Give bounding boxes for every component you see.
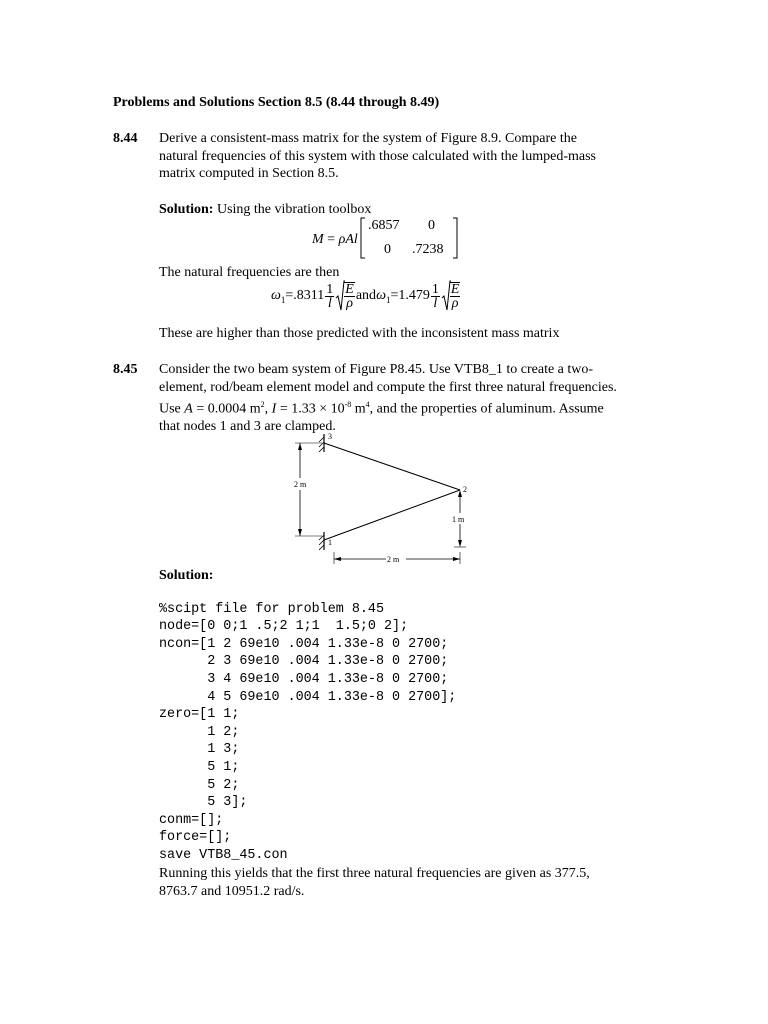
mass-matrix-lhs: [312, 233, 358, 247]
one-over-l-fraction: $\frac{1}{l}$: [431, 281, 439, 311]
code-line: save VTB8_45.con: [159, 847, 288, 863]
node-label-right: 2: [463, 485, 467, 494]
code-line: 5 2;: [159, 777, 240, 793]
result-845: [159, 865, 590, 900]
matrix-equals: =: [323, 232, 339, 247]
statement-line: that nodes 1 and 3 are clamped.: [159, 419, 336, 435]
natural-frequency-equation: [271, 279, 461, 313]
offset-arrow-bottom: [458, 540, 462, 547]
omega-subscript: 1: [280, 295, 286, 305]
code-line: node=[0 0;1 .5;2 1;1 1.5;0 2];: [159, 619, 409, 635]
result-line: 8763.7 and 10951.2 rad/s.: [159, 883, 305, 899]
height-dimension-label: 2 m: [294, 480, 307, 489]
matrix-m11: .6857: [368, 218, 400, 233]
code-line: 1 2;: [159, 724, 240, 740]
node-label-top: 3: [328, 432, 332, 441]
statement-line: Derive a consistent-mass matrix for the system of Figure 8.9. Compare the: [159, 131, 577, 146]
omega-symbol: ω: [376, 288, 386, 303]
statement-line: Consider the two beam system of Figure P8.45. Use VTB8_1 to create a two-: [159, 362, 594, 377]
upper-beam: [324, 443, 460, 490]
page-header: Problems and Solutions Section 8.5 (8.44 through 8.49): [113, 95, 440, 110]
height-arrow-top: [298, 443, 302, 450]
freq-equals: =: [390, 288, 399, 303]
freq-coefficient-1: .8311: [293, 288, 325, 303]
matrix-m22: .7238: [412, 242, 444, 257]
solution-label-845: Solution:: [159, 568, 214, 583]
solution-text: Using the vibration toolbox: [213, 202, 372, 217]
matrix-m21: 0: [384, 242, 391, 257]
statement-line: matrix computed in Section 8.5.: [159, 166, 339, 181]
code-line: 2 3 69e10 .004 1.33e-8 0 2700;: [159, 654, 449, 670]
freq-intro: The natural frequencies are then: [159, 265, 340, 280]
statement-line-units: Use A = 0.0004 $m^2$, $I = 1.33 \times 10^{-8}$ $m^4$, and the properties of aluminum. Assume: [159, 400, 604, 417]
matrix-lhs-symbol: M: [312, 232, 324, 247]
solution-label: Solution:: [159, 202, 214, 217]
code-line: 1 3;: [159, 742, 240, 758]
offset-dimension-label: 1 m: [452, 515, 465, 524]
width-arrow-left: [334, 557, 341, 561]
code-line: 4 5 69e10 .004 1.33e-8 0 2700];: [159, 689, 457, 705]
freq-equals: =: [285, 288, 294, 303]
one-over-l-fraction: $\frac{1}{l}$: [326, 281, 334, 311]
rho-symbol: ρ: [338, 232, 346, 247]
problem-statement-845: [159, 361, 617, 436]
result-line: Running this yields that the first three natural frequencies are given as 377.5,: [159, 866, 590, 881]
solution-intro-844: [159, 201, 371, 219]
e-over-rho-fraction: $\frac{E}{\rho}$: [345, 282, 354, 311]
top-clamp-hatch: [319, 437, 324, 452]
code-line: conm=[];: [159, 812, 224, 828]
node-label-bottom: 1: [328, 538, 332, 547]
freq-coefficient-2: 1.479: [398, 288, 430, 303]
code-line: ncon=[1 2 69e10 .004 1.33e-8 0 2700;: [159, 636, 449, 652]
width-arrow-right: [453, 557, 460, 561]
code-line: 5 1;: [159, 759, 240, 775]
width-dimension-label: 2 m: [387, 555, 400, 564]
code-listing: [159, 583, 456, 882]
figure-p845: [290, 428, 480, 568]
problem-number-844: 8.44: [113, 131, 138, 146]
length-symbol: l: [353, 232, 358, 247]
lower-beam: [324, 490, 460, 540]
area-symbol: A: [345, 232, 354, 247]
code-line: zero=[1 1;: [159, 707, 240, 723]
statement-line: natural frequencies of this system with those calculated with the lumped-mass: [159, 148, 596, 164]
problem-statement-844: [159, 130, 596, 183]
and-word: and: [355, 288, 377, 303]
height-arrow-bottom: [298, 529, 302, 536]
bottom-clamp-hatch: [319, 535, 324, 550]
code-line: 3 4 69e10 .004 1.33e-8 0 2700;: [159, 671, 449, 687]
statement-line: element, rod/beam element model and compute the first three natural frequencies.: [159, 379, 617, 395]
conclusion-844: These are higher than those predicted with the inconsistent mass matrix: [159, 326, 560, 341]
code-line: %scipt file for problem 8.45: [159, 601, 384, 617]
code-line: 5 3];: [159, 795, 248, 811]
omega-symbol: ω: [271, 288, 281, 303]
matrix-m12: 0: [428, 218, 435, 233]
omega-subscript: 1: [385, 295, 391, 305]
code-line: force=[];: [159, 830, 232, 846]
offset-arrow-top: [458, 490, 462, 497]
e-over-rho-fraction: $\frac{E}{\rho}$: [450, 282, 460, 311]
problem-number-845: 8.45: [113, 362, 138, 377]
